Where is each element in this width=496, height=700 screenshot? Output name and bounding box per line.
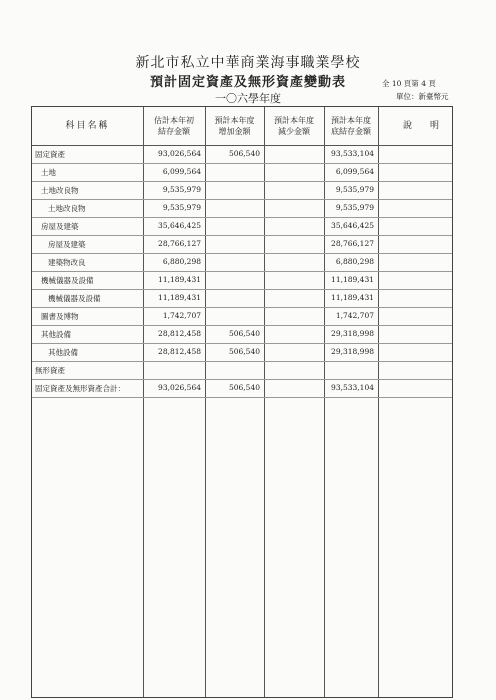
row-separator (32, 397, 452, 398)
end-amount: 93,533,104 (331, 149, 374, 158)
header-increase-line1: 預計本年度 (214, 116, 255, 125)
table-row (32, 253, 452, 271)
table-row (32, 217, 452, 235)
row-label: 機械儀器及設備 (41, 276, 94, 285)
begin-amount: 9,535,979 (162, 185, 201, 194)
header-decrease (264, 107, 324, 145)
header-subject (32, 107, 143, 145)
page-info: 全 10 頁第 4 頁 (382, 79, 436, 88)
begin-amount: 9,535,979 (162, 203, 201, 212)
table-row (32, 343, 452, 361)
end-amount: 9,535,979 (335, 203, 374, 212)
total-label: 固定資產及無形資產合計： (35, 384, 125, 393)
begin-amount: 28,812,458 (158, 347, 201, 356)
row-label: 房屋及建築 (48, 240, 86, 249)
row-label: 機械儀器及設備 (48, 294, 101, 303)
end-amount: 29,318,998 (331, 329, 374, 338)
header-begin-line2: 結存金額 (158, 127, 190, 136)
table-row (32, 361, 452, 379)
table-row (32, 199, 452, 217)
begin-amount: 35,646,425 (158, 221, 201, 230)
row-label: 土地 (41, 168, 56, 177)
row-label: 土地改良物 (41, 186, 79, 195)
row-label: 其他設備 (41, 330, 71, 339)
end-amount: 1,742,707 (335, 311, 374, 320)
asset-change-table (31, 106, 457, 698)
header-end-line1: 預計本年度 (331, 116, 371, 125)
fiscal-year: 一〇六學年度 (215, 92, 281, 105)
end-amount: 6,099,564 (335, 167, 374, 176)
header-note (378, 107, 468, 145)
row-label: 其他設備 (48, 348, 78, 357)
school-name: 新北市私立中華商業海事職業學校 (135, 55, 361, 71)
header-increase-line2: 增加金額 (218, 127, 251, 136)
header-increase (205, 107, 264, 145)
table-row (32, 271, 452, 289)
row-label: 建築物改良 (48, 258, 86, 267)
begin-amount: 6,880,298 (162, 257, 201, 266)
begin-amount: 93,026,564 (158, 383, 201, 392)
header-end-line2: 底結存金額 (331, 127, 371, 136)
document-title: 預計固定資產及無形資產變動表 (149, 75, 346, 90)
increase-amount: 506,540 (228, 149, 260, 158)
end-amount: 28,766,127 (331, 239, 374, 248)
table-row (32, 145, 452, 163)
table-row-total (32, 379, 452, 397)
row-label: 房屋及建築 (41, 222, 79, 231)
row-label: 無形資產 (35, 366, 65, 375)
end-amount: 9,535,979 (335, 185, 374, 194)
table-row (32, 235, 452, 253)
header-note-label: 說明 (402, 120, 457, 131)
currency-unit: 單位：新臺幣元 (396, 92, 449, 101)
row-label: 固定資產 (35, 150, 65, 159)
table-row (32, 181, 452, 199)
end-amount: 11,189,431 (331, 293, 374, 302)
begin-amount: 93,026,564 (158, 149, 201, 158)
header-decrease-line2: 減少金額 (278, 127, 310, 136)
begin-amount: 1,742,707 (162, 311, 201, 320)
row-label: 圖書及博物 (41, 312, 79, 321)
end-amount: 6,880,298 (335, 257, 374, 266)
end-amount: 93,533,104 (331, 383, 374, 392)
end-amount: 29,318,998 (331, 347, 374, 356)
end-amount: 35,646,425 (331, 221, 374, 230)
row-label: 土地改良物 (48, 204, 86, 213)
begin-amount: 11,189,431 (158, 275, 201, 284)
table-row (32, 289, 452, 307)
header-begin-balance (143, 107, 205, 145)
header-end-balance (324, 107, 378, 145)
begin-amount: 6,099,564 (162, 167, 201, 176)
increase-amount: 506,540 (228, 329, 260, 338)
begin-amount: 11,189,431 (158, 293, 201, 302)
begin-amount: 28,812,458 (158, 329, 201, 338)
table-row (32, 163, 452, 181)
increase-amount: 506,540 (228, 383, 260, 392)
header-decrease-line1: 預計本年度 (274, 116, 314, 125)
begin-amount: 28,766,127 (158, 239, 201, 248)
increase-amount: 506,540 (228, 347, 260, 356)
header-begin-line1: 估計本年初 (154, 116, 194, 125)
header-subject-label: 科目名稱 (65, 120, 110, 131)
table-row (32, 307, 452, 325)
table-row (32, 325, 452, 343)
end-amount: 11,189,431 (331, 275, 374, 284)
